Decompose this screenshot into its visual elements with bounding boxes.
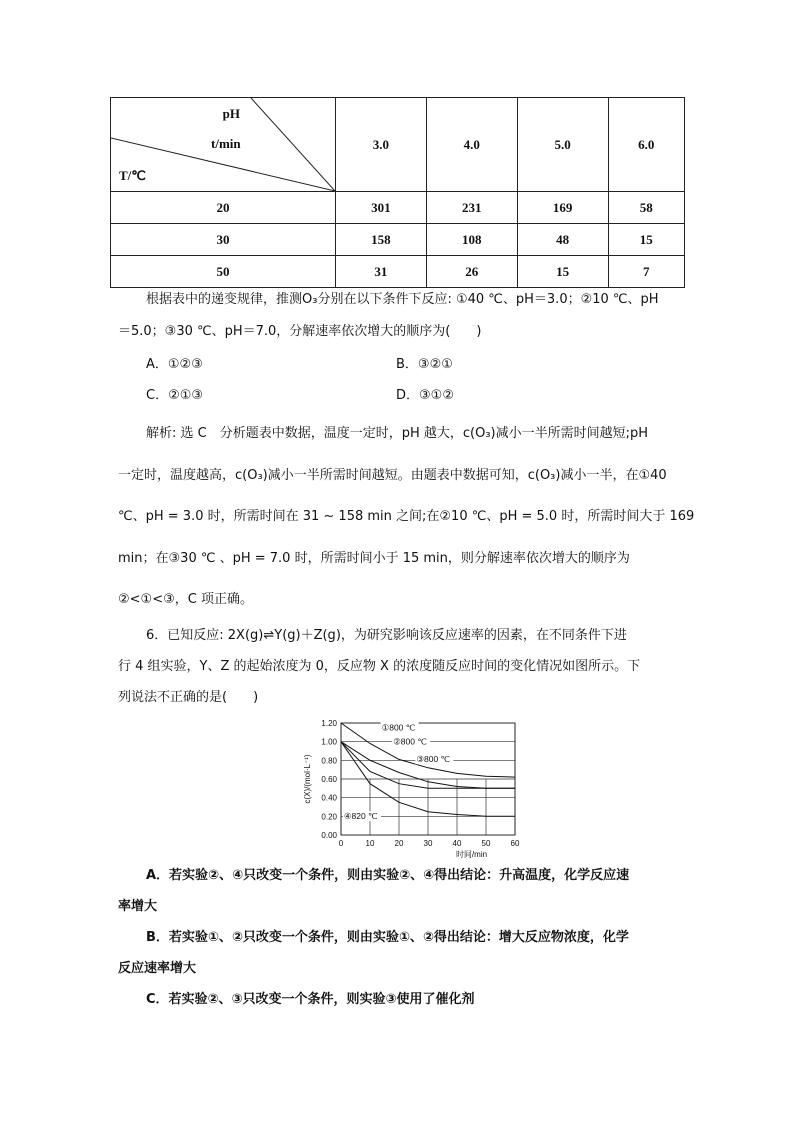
series-label: ②800 ℃	[393, 736, 427, 747]
explanation-line-2: 一定时，温度越高，c(O₃)减小一半所需时间越短。由题表中数据可知，c(O₃)减小一半，在①40	[118, 468, 667, 483]
header-ph-cell: 5.0	[517, 98, 608, 192]
q5-line-1: 根据表中的递变规律，推测O₃分别在以下条件下反应: ①40 ℃、pH＝3.0；②10 ℃、pH	[146, 292, 659, 307]
time-cell: 15	[608, 224, 684, 256]
q6-option-b-line-1: B．若实验①、②只改变一个条件，则由实验①、②得出结论：增大反应物浓度，化学	[146, 930, 629, 945]
q6-line-3: 列说法不正确的是( )	[118, 690, 259, 705]
time-cell: 31	[336, 256, 427, 288]
header-ph-cell: 4.0	[426, 98, 517, 192]
q5-line-2: ＝5.0；③30 ℃、pH＝7.0，分解速率依次增大的顺序为( )	[118, 324, 482, 339]
time-cell: 7	[608, 256, 684, 288]
q5-option-b: B．③②①	[396, 357, 453, 372]
y-tick-label: 0.20	[321, 812, 337, 822]
temp-cell: 20	[111, 192, 336, 224]
x-tick-label: 10	[365, 839, 375, 848]
table-row	[111, 256, 685, 288]
time-cell: 108	[426, 224, 517, 256]
series-label: ④820 ℃	[343, 811, 378, 822]
explanation-line-3: ℃、pH = 3.0 时，所需时间在 31 ~ 158 min 之间;在②10 ℃、pH = 5.0 时，所需时间大于 169	[118, 509, 695, 524]
x-tick-label: 0	[338, 839, 344, 848]
time-cell: 231	[426, 192, 517, 224]
series-line	[341, 742, 515, 789]
time-cell: 26	[426, 256, 517, 288]
y-tick-label: 0.60	[321, 775, 337, 784]
y-tick-label: 0.80	[321, 756, 337, 766]
q6-line-2: 行 4 组实验，Y、Z 的起始浓度为 0，反应物 X 的浓度随反应时间的变化情况如图所示。下	[118, 659, 641, 674]
header-ph-cell: 6.0	[608, 98, 684, 192]
table-row	[111, 192, 685, 224]
explanation-line-5: ②<①<③，C 项正确。	[118, 592, 253, 607]
temp-cell: 50	[111, 256, 336, 288]
time-cell: 301	[336, 192, 427, 224]
time-cell: 169	[517, 192, 608, 224]
time-cell: 158	[336, 224, 427, 256]
x-tick-label: 40	[452, 839, 462, 848]
x-axis-label: 时间/min	[455, 850, 488, 859]
table-row	[111, 224, 685, 256]
header-time-label: t/min	[211, 136, 241, 151]
q6-option-c: C．若实验②、③只改变一个条件，则实验③使用了催化剂	[146, 992, 475, 1007]
series-label: ①800 ℃	[381, 722, 416, 733]
diagonal-header-cell	[111, 98, 336, 192]
header-temp-label: T/℃	[119, 168, 146, 183]
series-label: ③800 ℃	[416, 754, 451, 765]
y-tick-label: 1.00	[321, 737, 337, 747]
q6-option-a-line-1: A．若实验②、④只改变一个条件，则由实验②、④得出结论：升高温度，化学反应速	[146, 868, 630, 883]
q5-option-c: C．②①③	[146, 388, 204, 403]
x-tick-label: 60	[510, 839, 520, 848]
y-axis-label: c(X)/(mol·L⁻¹)	[303, 754, 312, 804]
time-cell: 58	[608, 192, 684, 224]
y-tick-label: 0.00	[321, 831, 337, 840]
q6-option-a-line-2: 率增大	[118, 899, 158, 914]
x-tick-label: 20	[394, 839, 404, 848]
data-table	[110, 97, 685, 288]
y-tick-label: 0.40	[321, 793, 337, 803]
temp-cell: 30	[111, 224, 336, 256]
x-tick-label: 30	[423, 839, 433, 848]
q5-option-a: A．①②③	[146, 357, 203, 372]
explanation-line-1: 解析: 选 C 分析题表中数据，温度一定时，pH 越大，c(O₃)减小一半所需时间越短;pH	[146, 426, 649, 441]
q5-option-d: D．③①②	[396, 388, 454, 403]
concentration-chart	[298, 715, 538, 863]
q6-line-1: 6．已知反应: 2X(g)⇌Y(g)＋Z(g)，为研究影响该反应速率的因素，在不同条件下进	[146, 628, 627, 643]
x-tick-label: 50	[481, 839, 491, 848]
table-header-row	[111, 98, 685, 192]
time-cell: 48	[517, 224, 608, 256]
q6-option-b-line-2: 反应速率增大	[118, 961, 197, 976]
y-tick-label: 1.20	[321, 719, 337, 728]
time-cell: 15	[517, 256, 608, 288]
explanation-line-4: min；在③30 ℃ 、pH = 7.0 时，所需时间小于 15 min，则分解速率依次增大的顺序为	[118, 551, 630, 566]
header-ph-cell: 3.0	[336, 98, 427, 192]
header-ph-label: pH	[222, 106, 240, 121]
